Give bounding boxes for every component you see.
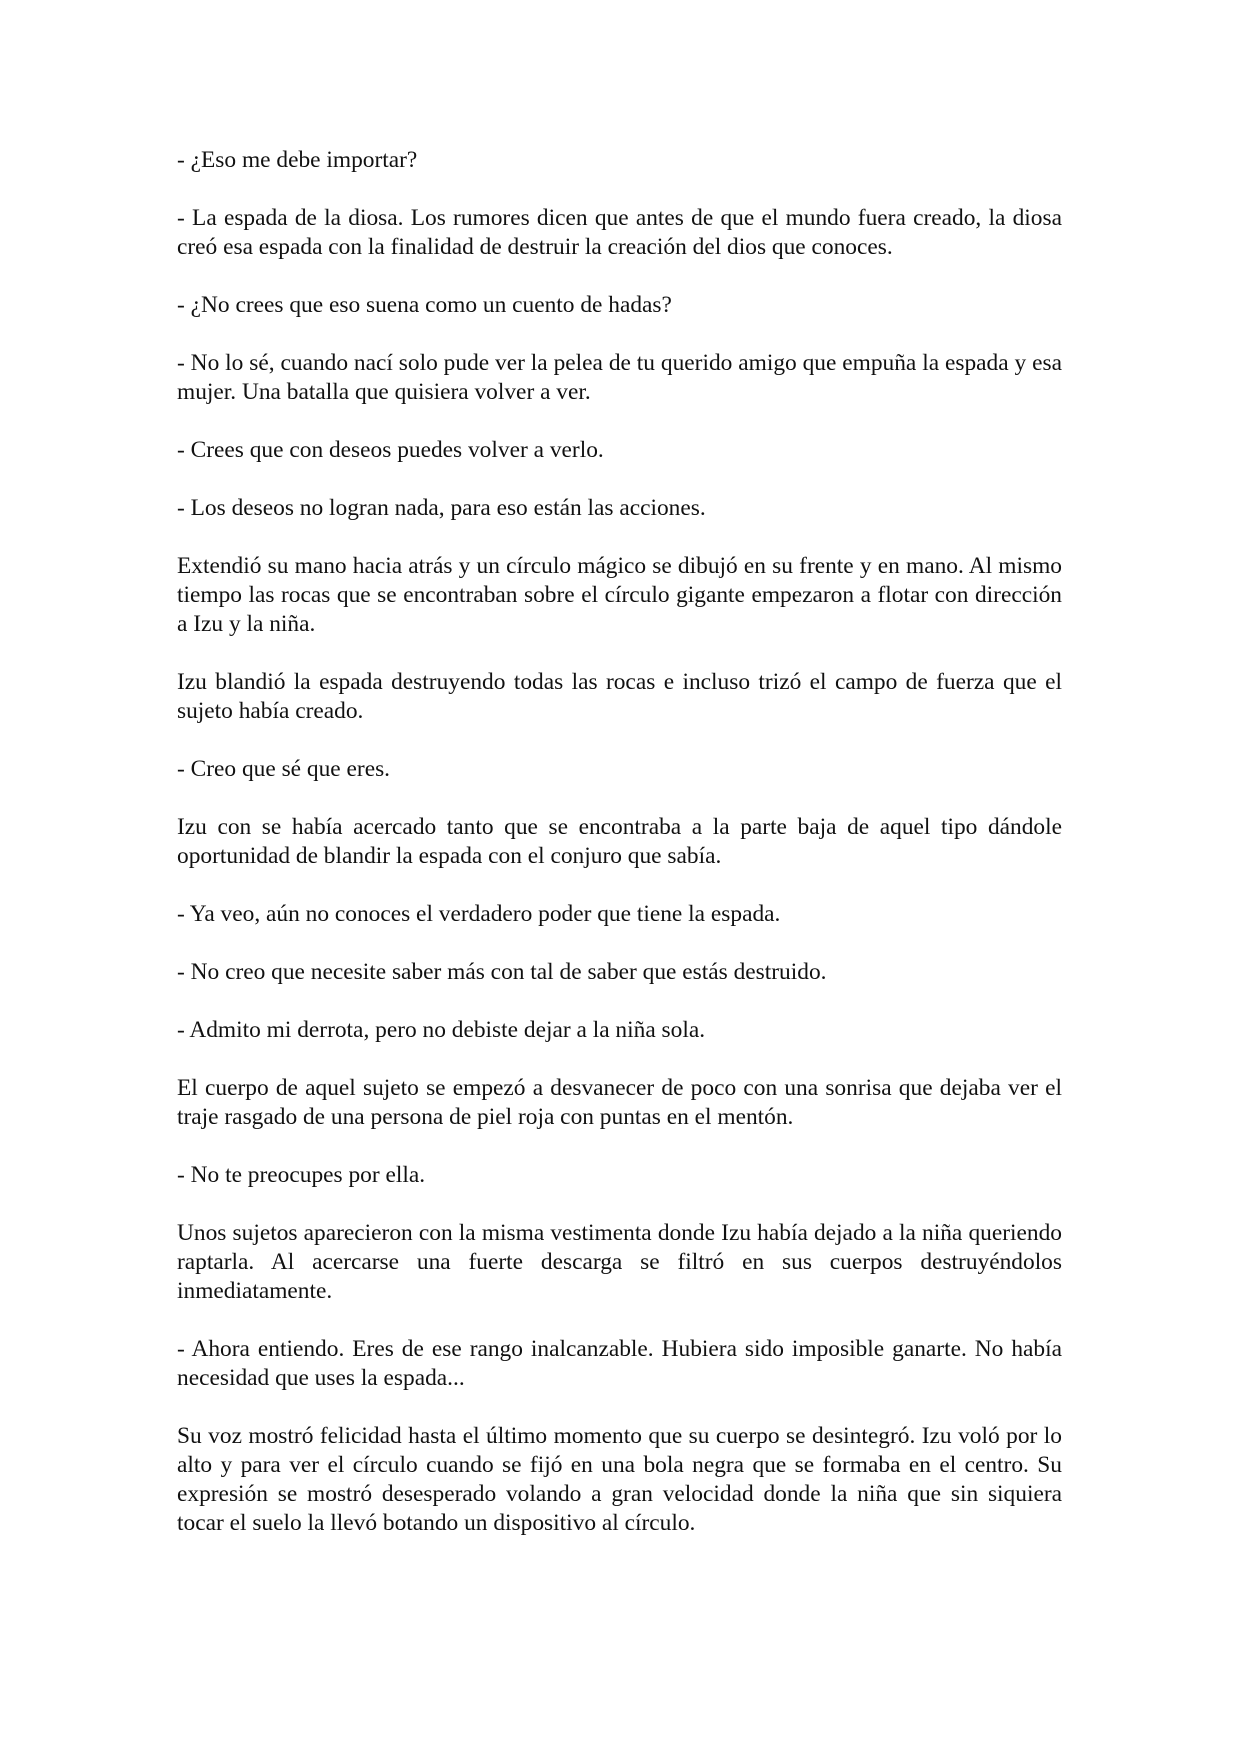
paragraph: - ¿No crees que eso suena como un cuento de hadas?: [177, 292, 672, 318]
paragraph: El cuerpo de aquel sujeto se empezó a desvanecer de poco con una sonrisa que dejaba ver el traje rasgado de una persona de piel roja con puntas en el mentón.: [177, 1075, 1062, 1130]
paragraph: Izu blandió la espada destruyendo todas las rocas e incluso trizó el campo de fuerza que el sujeto había creado.: [177, 669, 1062, 724]
paragraph: Unos sujetos aparecieron con la misma vestimenta donde Izu había dejado a la niña queriendo raptarla. Al acercarse una fuerte descarga se filtró en sus cuerpos destruyéndolos inmediatamente.: [177, 1220, 1062, 1304]
paragraph: - No creo que necesite saber más con tal de saber que estás destruido.: [177, 959, 827, 985]
paragraph: - Los deseos no logran nada, para eso están las acciones.: [177, 495, 706, 521]
paragraph: - ¿Eso me debe importar?: [177, 147, 418, 173]
paragraph: - No lo sé, cuando nací solo pude ver la pelea de tu querido amigo que empuña la espada y esa mujer. Una batalla que quisiera volver a ver.: [177, 350, 1062, 405]
document-page: [177, 146, 1062, 1538]
paragraph: Izu con se había acercado tanto que se encontraba a la parte baja de aquel tipo dándole oportunidad de blandir la espada con el conjuro que sabía.: [177, 814, 1062, 869]
paragraph: Extendió su mano hacia atrás y un círculo mágico se dibujó en su frente y en mano. Al mismo tiempo las rocas que se encontraban sobre el círculo gigante empezaron a flotar con dirección a Izu y la niña.: [177, 553, 1062, 637]
paragraph: - Ya veo, aún no conoces el verdadero poder que tiene la espada.: [177, 901, 781, 927]
paragraph: - La espada de la diosa. Los rumores dicen que antes de que el mundo fuera creado, la diosa creó esa espada con la finalidad de destruir la creación del dios que conoces.: [177, 205, 1062, 260]
paragraph: Su voz mostró felicidad hasta el último momento que su cuerpo se desintegró. Izu voló por lo alto y para ver el círculo cuando se fijó en una bola negra que se formaba en el centro. Su expresión se mostró desesperado volando a gran velocidad donde la niña que sin siquiera tocar el suelo la llevó botando un dispositivo al círculo.: [177, 1423, 1062, 1536]
paragraph: - Creo que sé que eres.: [177, 756, 391, 782]
paragraph: - Ahora entiendo. Eres de ese rango inalcanzable. Hubiera sido imposible ganarte. No había necesidad que uses la espada...: [177, 1336, 1062, 1391]
paragraph: - No te preocupes por ella.: [177, 1162, 426, 1188]
paragraph: - Crees que con deseos puedes volver a verlo.: [177, 437, 604, 463]
paragraph: - Admito mi derrota, pero no debiste dejar a la niña sola.: [177, 1017, 706, 1043]
